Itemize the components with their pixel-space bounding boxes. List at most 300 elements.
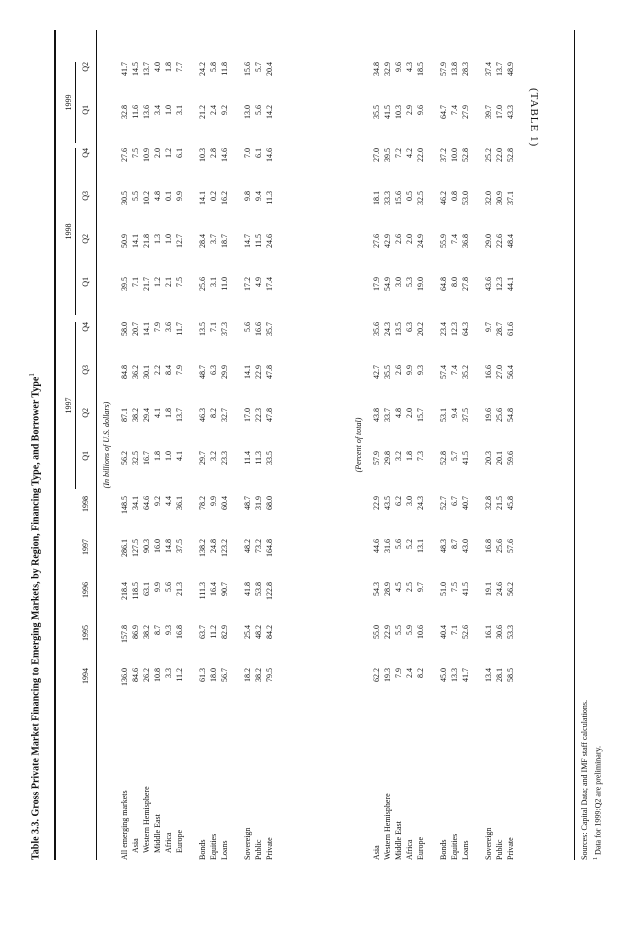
table-cell: 3.1 xyxy=(209,277,218,287)
table-cell: 32.8 xyxy=(484,496,493,510)
table-cell: 39.5 xyxy=(383,148,392,162)
table-cell: 2.2 xyxy=(153,365,162,375)
table-cell: 27.9 xyxy=(461,105,470,119)
table-cell: 22.0 xyxy=(495,148,504,162)
table-cell: 13.3 xyxy=(450,668,459,682)
table-cell: 4.5 xyxy=(394,582,403,592)
table-cell: 9.9 xyxy=(405,365,414,375)
table-cell: 17.4 xyxy=(265,277,274,291)
table-cell: 33.3 xyxy=(383,191,392,205)
table-cell: 29.7 xyxy=(198,451,207,465)
row-label: Africa xyxy=(164,832,173,853)
table-cell: 8.0 xyxy=(450,277,459,287)
table-cell: 30.5 xyxy=(120,191,129,205)
table-cell: 12.3 xyxy=(450,322,459,336)
table-cell: 21.3 xyxy=(175,582,184,596)
col-header-1998-q3: Q3 xyxy=(81,191,90,201)
table-row xyxy=(209,30,220,860)
table-cell: 3.4 xyxy=(153,105,162,115)
table-cell: 7.1 xyxy=(131,277,140,287)
table-cell: 28.9 xyxy=(383,582,392,596)
table-row xyxy=(265,30,276,860)
table-cell: 1.8 xyxy=(153,451,162,461)
table-cell: 43.5 xyxy=(383,496,392,510)
table-cell: 5.6 xyxy=(394,539,403,549)
table-cell: 28.3 xyxy=(461,62,470,76)
table-cell: 8.4 xyxy=(164,365,173,375)
table-cell: 2.0 xyxy=(405,234,414,244)
table-cell: 16.8 xyxy=(484,539,493,553)
table-cell: 13.5 xyxy=(198,322,207,336)
footnote-text: Data for 1999:Q2 are preliminary. xyxy=(593,746,603,855)
table-cell: 6.7 xyxy=(450,496,459,506)
table-cell: 54.3 xyxy=(372,582,381,596)
table-cell: 35.5 xyxy=(383,365,392,379)
source-note: Sources: Capital Data; and IMF staff calculations. xyxy=(580,699,589,860)
table-cell: 31.9 xyxy=(254,496,263,510)
table-cell: 5.2 xyxy=(405,539,414,549)
table-cell: 9.7 xyxy=(484,322,493,332)
table-row xyxy=(243,30,254,860)
table-cell: 28.1 xyxy=(495,668,504,682)
table-cell: 40.4 xyxy=(439,625,448,639)
table-cell: 27.6 xyxy=(120,148,129,162)
table-cell: 30.9 xyxy=(495,191,504,205)
row-label: Bonds xyxy=(198,839,207,860)
table-cell: 48.3 xyxy=(439,539,448,553)
table-cell: 2.0 xyxy=(405,408,414,418)
table-cell: 4.0 xyxy=(153,62,162,72)
row-label: Asia xyxy=(131,838,140,853)
table-cell: 53.8 xyxy=(254,582,263,596)
table-cell: 5.6 xyxy=(243,322,252,332)
table-cell: 26.2 xyxy=(142,668,151,682)
table-cell: 30.1 xyxy=(142,365,151,379)
table-cell: 19.6 xyxy=(484,408,493,422)
table-cell: 64.7 xyxy=(439,105,448,119)
table-cell: 1.8 xyxy=(164,408,173,418)
table-cell: 20.7 xyxy=(131,322,140,336)
row-label: Loans xyxy=(220,840,229,860)
table-cell: 16.7 xyxy=(142,451,151,465)
row-label: Bonds xyxy=(439,839,448,860)
table-cell: 47.8 xyxy=(265,365,274,379)
table-cell: 31.6 xyxy=(383,539,392,553)
table-row xyxy=(484,30,495,860)
table-cell: 37.1 xyxy=(506,191,515,205)
table-cell: 14.8 xyxy=(164,539,173,553)
table-cell: 1.3 xyxy=(153,234,162,244)
table-cell: 24.6 xyxy=(495,582,504,596)
row-label: Asia xyxy=(372,845,381,860)
table-cell: 25.6 xyxy=(495,539,504,553)
table-cell: 39.5 xyxy=(120,277,129,291)
table-cell: 20.3 xyxy=(484,451,493,465)
table-cell: 38.2 xyxy=(142,625,151,639)
col-header-1994: 1994 xyxy=(81,668,90,684)
table-cell: 138.2 xyxy=(198,539,207,557)
col-header-1999-q1: Q1 xyxy=(81,105,90,115)
table-row xyxy=(198,30,209,860)
table-cell: 58.0 xyxy=(120,322,129,336)
table-cell: 54.9 xyxy=(383,277,392,291)
table-cell: 18.0 xyxy=(209,668,218,682)
table-cell: 14.2 xyxy=(265,105,274,119)
table-cell: 2.6 xyxy=(394,365,403,375)
table-cell: 22.0 xyxy=(416,148,425,162)
table-cell: 3.2 xyxy=(209,451,218,461)
table-cell: 127.5 xyxy=(131,539,140,557)
table-cell: 47.8 xyxy=(265,408,274,422)
table-cell: 27.0 xyxy=(495,365,504,379)
table-cell: 13.7 xyxy=(175,408,184,422)
table-cell: 17.0 xyxy=(495,105,504,119)
table-cell: 32.5 xyxy=(416,191,425,205)
col-header-1997-q1: Q1 xyxy=(81,451,90,461)
table-cell: 21.8 xyxy=(142,234,151,248)
table-cell: 55.0 xyxy=(372,625,381,639)
row-label: Public xyxy=(254,839,263,860)
table-cell: 24.6 xyxy=(265,234,274,248)
row-label: Equities xyxy=(209,833,218,860)
table-cell: 19.0 xyxy=(416,277,425,291)
table-cell: 46.2 xyxy=(439,191,448,205)
table-cell: 6.3 xyxy=(405,322,414,332)
table-cell: 24.3 xyxy=(383,322,392,336)
table-cell: 62.2 xyxy=(372,668,381,682)
table-cell: 19.3 xyxy=(383,668,392,682)
table-cell: 37.5 xyxy=(175,539,184,553)
table-cell: 9.6 xyxy=(416,105,425,115)
table-cell: 35.5 xyxy=(372,105,381,119)
table-cell: 16.0 xyxy=(153,539,162,553)
table-cell: 7.5 xyxy=(175,277,184,287)
table-cell: 7.4 xyxy=(450,105,459,115)
row-label: Loans xyxy=(461,840,470,860)
table-cell: 1.2 xyxy=(164,148,173,158)
row-label: Private xyxy=(506,837,515,860)
table-cell: 4.1 xyxy=(175,451,184,461)
table-cell: 22.3 xyxy=(254,408,263,422)
col-header-1998-q1: Q1 xyxy=(81,277,90,287)
table-cell: 10.8 xyxy=(153,668,162,682)
row-label: Europe xyxy=(175,829,184,853)
table-cell: 48.7 xyxy=(243,496,252,510)
table-cell: 5.7 xyxy=(450,451,459,461)
table-cell: 13.8 xyxy=(450,62,459,76)
table-cell: 15.6 xyxy=(394,191,403,205)
table-cell: 35.6 xyxy=(372,322,381,336)
table-cell: 64.3 xyxy=(461,322,470,336)
table-cell: 52.8 xyxy=(439,451,448,465)
table-cell: 9.3 xyxy=(164,625,173,635)
table-cell: 11.2 xyxy=(209,625,218,639)
table-cell: 25.4 xyxy=(243,625,252,639)
table-cell: 8.2 xyxy=(416,668,425,678)
table-cell: 44.6 xyxy=(372,539,381,553)
table-cell: 5.5 xyxy=(394,625,403,635)
row-label: Sovereign xyxy=(243,827,252,860)
table-cell: 10.0 xyxy=(450,148,459,162)
table-cell: 61.6 xyxy=(506,322,515,336)
table-row xyxy=(372,30,383,860)
table-cell: 46.3 xyxy=(198,408,207,422)
rotated-table xyxy=(28,30,618,860)
table-cell: 57.4 xyxy=(439,365,448,379)
table-cell: 13.6 xyxy=(142,105,151,119)
row-label: Africa xyxy=(405,839,414,860)
table-cell: 29.8 xyxy=(383,451,392,465)
table-cell: 22.6 xyxy=(495,234,504,248)
table-cell: 41.8 xyxy=(243,582,252,596)
table-cell: 1.0 xyxy=(164,451,173,461)
table-cell: 13.5 xyxy=(394,322,403,336)
table-cell: 23.4 xyxy=(439,322,448,336)
table-row xyxy=(120,30,131,860)
table-cell: 64.6 xyxy=(142,496,151,510)
table-cell: 1.0 xyxy=(164,105,173,115)
table-cell: 8.2 xyxy=(209,408,218,418)
table-cell: 4.2 xyxy=(405,148,414,158)
table-cell: 9.3 xyxy=(416,365,425,375)
table-cell: 63.7 xyxy=(198,625,207,639)
table-cell: 43.0 xyxy=(461,539,470,553)
table-cell: 38.2 xyxy=(131,408,140,422)
table-cell: 32.0 xyxy=(484,191,493,205)
table-cell: 32.8 xyxy=(120,105,129,119)
table-cell: 48.9 xyxy=(506,62,515,76)
table-cell: 3.0 xyxy=(394,277,403,287)
table-cell: 11.4 xyxy=(243,451,252,465)
col-header-1998: 1998 xyxy=(81,496,90,512)
table-cell: 7.4 xyxy=(450,234,459,244)
table-cell: 52.8 xyxy=(506,148,515,162)
table-cell: 3.0 xyxy=(405,496,414,506)
table-cell: 5.8 xyxy=(209,62,218,72)
col-header-1997-q3: Q3 xyxy=(81,365,90,375)
table-cell: 14.1 xyxy=(198,191,207,205)
table-cell: 1.8 xyxy=(164,62,173,72)
top-rule xyxy=(54,30,56,860)
table-cell: 53.1 xyxy=(439,408,448,422)
row-label: Western Hemisphere xyxy=(383,793,392,860)
table-cell: 5.9 xyxy=(405,625,414,635)
table-cell: 84.2 xyxy=(265,625,274,639)
table-cell: 18.7 xyxy=(220,234,229,248)
table-cell: 4.3 xyxy=(405,62,414,72)
table-cell: 52.7 xyxy=(439,496,448,510)
table-cell: 36.1 xyxy=(175,496,184,510)
table-cell: 56.2 xyxy=(506,582,515,596)
col-header-1998-q2: Q2 xyxy=(81,234,90,244)
table-cell: 11.3 xyxy=(265,191,274,205)
table-cell: 11.5 xyxy=(254,234,263,248)
table-cell: 7.1 xyxy=(209,322,218,332)
table-cell: 18.5 xyxy=(416,62,425,76)
table-cell: 12.3 xyxy=(495,277,504,291)
table-cell: 16.4 xyxy=(209,582,218,596)
table-cell: 45.8 xyxy=(506,496,515,510)
table-cell: 7.9 xyxy=(394,668,403,678)
table-cell: 33.7 xyxy=(383,408,392,422)
table-cell: 10.6 xyxy=(416,625,425,639)
table-cell: 60.4 xyxy=(220,496,229,510)
year-1997-label: 1997 xyxy=(64,397,73,414)
table-cell: 56.2 xyxy=(120,451,129,465)
table-cell: 157.8 xyxy=(120,625,129,643)
table-cell: 82.9 xyxy=(220,625,229,639)
table-cell: 27.0 xyxy=(372,148,381,162)
table-cell: 3.7 xyxy=(209,234,218,244)
table-cell: 3.1 xyxy=(175,105,184,115)
table-cell: 73.2 xyxy=(254,539,263,553)
table-cell: 35.7 xyxy=(265,322,274,336)
col-header-1997-q2: Q2 xyxy=(81,408,90,418)
table-cell: 57.6 xyxy=(506,539,515,553)
table-cell: 2.4 xyxy=(405,668,414,678)
table-cell: 9.9 xyxy=(153,582,162,592)
table-cell: 28.7 xyxy=(495,322,504,336)
col-header-1997: 1997 xyxy=(81,539,90,555)
table-cell: 27.8 xyxy=(461,277,470,291)
table-cell: 4.8 xyxy=(153,191,162,201)
table-cell: 9.2 xyxy=(153,496,162,506)
table-cell: 7.9 xyxy=(175,365,184,375)
table-cell: 42.9 xyxy=(383,234,392,248)
table-cell: 218.4 xyxy=(120,582,129,600)
table-cell: 22.9 xyxy=(383,625,392,639)
table-cell: 14.1 xyxy=(142,322,151,336)
table-cell: 17.0 xyxy=(243,408,252,422)
table-cell: 13.4 xyxy=(484,668,493,682)
footnote xyxy=(593,746,603,860)
table-cell: 16.2 xyxy=(220,191,229,205)
table-cell: 52.6 xyxy=(461,625,470,639)
table-cell: 41.5 xyxy=(461,582,470,596)
table-cell: 2.5 xyxy=(405,582,414,592)
table-cell: 24.3 xyxy=(416,496,425,510)
year-1999-label: 1999 xyxy=(64,94,73,111)
table-cell: 32.9 xyxy=(383,62,392,76)
table-cell: 21.5 xyxy=(495,496,504,510)
table-cell: 7.3 xyxy=(416,451,425,461)
table-cell: 0.2 xyxy=(209,191,218,201)
table-cell: 6.3 xyxy=(209,365,218,375)
table-cell: 29.0 xyxy=(484,234,493,248)
table-cell: 10.3 xyxy=(394,105,403,119)
table-cell: 30.6 xyxy=(495,625,504,639)
table-cell: 1.8 xyxy=(405,451,414,461)
table-cell: 2.4 xyxy=(209,105,218,115)
table-row xyxy=(439,30,450,860)
table-cell: 19.1 xyxy=(484,582,493,596)
table-cell: 11.2 xyxy=(175,668,184,682)
table-cell: 0.5 xyxy=(405,191,414,201)
table-cell: 15.7 xyxy=(416,408,425,422)
table-cell: 48.2 xyxy=(254,625,263,639)
table-cell: 25.2 xyxy=(484,148,493,162)
table-cell: 64.8 xyxy=(439,277,448,291)
table-cell: 286.1 xyxy=(120,539,129,557)
table-row xyxy=(394,30,405,860)
table-row xyxy=(506,30,517,860)
table-cell: 32.7 xyxy=(220,408,229,422)
table-cell: 118.5 xyxy=(131,582,140,600)
table-cell: 59.6 xyxy=(506,451,515,465)
table-cell: 14.1 xyxy=(131,234,140,248)
row-label: Sovereign xyxy=(484,827,493,860)
table-cell: 16.1 xyxy=(484,625,493,639)
table-cell: 58.5 xyxy=(506,668,515,682)
row-label: Western Hemisphere xyxy=(142,786,151,853)
table-cell: 41.5 xyxy=(383,105,392,119)
table-cell: 24.9 xyxy=(416,234,425,248)
table-cell: 54.8 xyxy=(506,408,515,422)
table-cell: 51.0 xyxy=(439,582,448,596)
table-cell: 84.6 xyxy=(131,668,140,682)
table-cell: 7.5 xyxy=(450,582,459,592)
table-cell: 13.7 xyxy=(142,62,151,76)
table-cell: 63.1 xyxy=(142,582,151,596)
table-cell: 148.5 xyxy=(120,496,129,514)
table-cell: 68.0 xyxy=(265,496,274,510)
table-cell: 61.3 xyxy=(198,668,207,682)
table-cell: 90.3 xyxy=(142,539,151,553)
table-cell: 27.6 xyxy=(372,234,381,248)
table-cell: 36.8 xyxy=(461,234,470,248)
table-cell: 18.2 xyxy=(243,668,252,682)
table-cell: 10.2 xyxy=(142,191,151,205)
table-cell: 12.7 xyxy=(175,234,184,248)
table-cell: 9.8 xyxy=(243,191,252,201)
table-cell: 1.2 xyxy=(153,277,162,287)
table-cell: 3.6 xyxy=(164,322,173,332)
table-cell: 3.3 xyxy=(164,668,173,678)
table-cell: 37.2 xyxy=(439,148,448,162)
table-cell: 37.4 xyxy=(484,62,493,76)
table-cell: 14.5 xyxy=(131,62,140,76)
table-row xyxy=(495,30,506,860)
table-cell: 14.7 xyxy=(243,234,252,248)
table-cell: 39.7 xyxy=(484,105,493,119)
table-cell: 35.2 xyxy=(461,365,470,379)
table-cell: 53.3 xyxy=(506,625,515,639)
row-label: Public xyxy=(495,839,504,860)
table-cell: 79.5 xyxy=(265,668,274,682)
table-cell: 41.5 xyxy=(461,451,470,465)
table-cell: 41.7 xyxy=(120,62,129,76)
table-row xyxy=(461,30,472,860)
table-cell: 24.2 xyxy=(198,62,207,76)
row-label: Middle East xyxy=(394,821,403,860)
table-cell: 43.8 xyxy=(372,408,381,422)
table-cell: 136.0 xyxy=(120,668,129,686)
col-header-1996: 1996 xyxy=(81,582,90,598)
table-cell: 14.1 xyxy=(243,365,252,379)
table-cell: 9.6 xyxy=(394,62,403,72)
table-cell: 48.2 xyxy=(243,539,252,553)
table-cell: 56.7 xyxy=(220,668,229,682)
table-cell: 29.9 xyxy=(220,365,229,379)
table-cell: 84.8 xyxy=(120,365,129,379)
table-cell: 41.7 xyxy=(461,668,470,682)
table-cell: 6.1 xyxy=(254,148,263,158)
table-cell: 2.8 xyxy=(209,148,218,158)
table-cell: 37.5 xyxy=(461,408,470,422)
table-cell: 7.0 xyxy=(243,148,252,158)
section-percent: (Percent of total) xyxy=(354,417,363,473)
table-cell: 6.2 xyxy=(394,496,403,506)
